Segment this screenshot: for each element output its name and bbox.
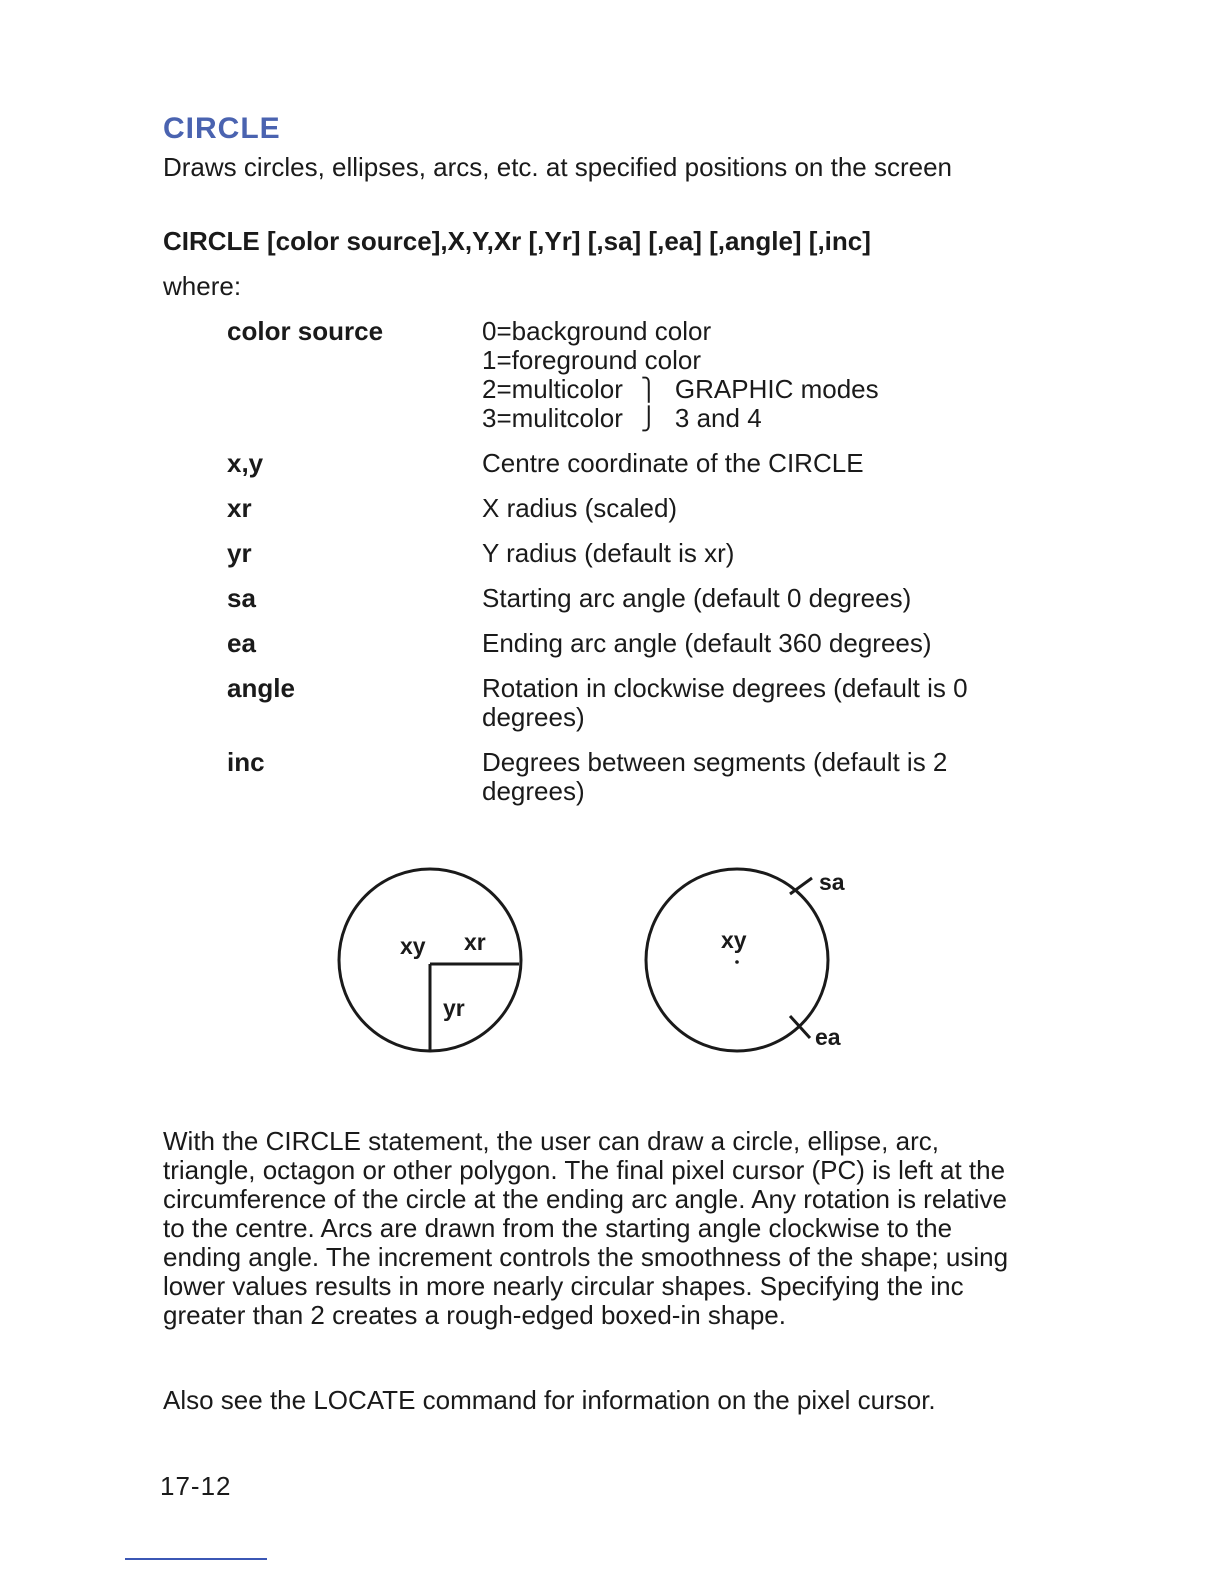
param-desc: X radius (scaled) [482, 493, 678, 523]
graphic-modes-note: 3 and 4 [674, 403, 762, 433]
param-desc [482, 317, 1012, 433]
param-name: x,y [227, 448, 264, 478]
circle-outline [646, 869, 828, 1051]
param-name: inc [227, 747, 265, 777]
graphic-modes-note: GRAPHIC modes [674, 374, 879, 404]
center-label: xy [400, 933, 426, 959]
param-name: ea [227, 628, 256, 658]
center-label: xy [721, 927, 747, 953]
color-option: 1=foreground color [482, 345, 701, 375]
param-desc: Rotation in clockwise degrees (default is 0 degrees) [482, 673, 968, 732]
center-dot [735, 960, 739, 964]
param-row-xy [227, 449, 1027, 478]
page-number: 17-12 [160, 1471, 232, 1501]
color-option: 0=background color [482, 316, 712, 346]
color-option: 3=mulitcolor [482, 403, 623, 433]
param-row-sa [227, 584, 1027, 613]
color-option-row [482, 404, 1012, 433]
param-desc: Ending arc angle (default 360 degrees) [482, 628, 932, 658]
param-desc: Degrees between segments (default is 2 degrees) [482, 747, 948, 806]
param-name: yr [227, 538, 252, 568]
brace-top-icon: ⎫ [640, 377, 658, 402]
description-paragraph: With the CIRCLE statement, the user can draw a circle, ellipse, arc, triangle, octagon or other polygon. The final pixel cursor (PC) is left at the circumference of the circle at the ending arc angle. Any rotation is relative to the centre. Arcs are drawn from the starting angle clockwise to the ending angle. The increment controls the smoothness of the shape; using lower values results in more nearly circular shapes. Specifying the inc greater than 2 creates a rough-edged boxed-in shape. [163, 1126, 1009, 1330]
param-row-xr [227, 494, 1027, 523]
param-name: xr [227, 493, 252, 523]
radius-diagram [339, 869, 521, 1051]
param-desc: Centre coordinate of the CIRCLE [482, 448, 864, 478]
param-row-yr [227, 539, 1027, 568]
param-desc: Starting arc angle (default 0 degrees) [482, 583, 912, 613]
param-name: color source [227, 316, 384, 346]
parameter-list [227, 317, 1027, 822]
command-syntax: CIRCLE [color source],X,Y,Xr [,Yr] [,sa] [,ea] [,angle] [,inc] [163, 226, 871, 256]
x-radius-label: xr [464, 929, 486, 955]
y-radius-label: yr [443, 995, 465, 1021]
circle-diagram [320, 858, 880, 1068]
arc-diagram [646, 869, 845, 1051]
color-option-row [482, 375, 1012, 404]
param-name: angle [227, 673, 295, 703]
page-title: CIRCLE [163, 112, 281, 145]
param-desc: Y radius (default is xr) [482, 538, 735, 568]
start-angle-label: sa [819, 869, 845, 895]
color-option: 2=multicolor [482, 374, 623, 404]
param-row-ea [227, 629, 1027, 658]
intro-text: Draws circles, ellipses, arcs, etc. at specified positions on the screen [163, 152, 953, 182]
brace-bottom-icon: ⎭ [640, 406, 658, 431]
param-name: sa [227, 583, 256, 613]
param-row-angle [227, 674, 1027, 732]
start-angle-tick [790, 878, 812, 894]
where-label: where: [163, 271, 242, 301]
param-row-inc [227, 748, 1027, 806]
see-also-paragraph: Also see the LOCATE command for information on the pixel cursor. [163, 1385, 936, 1415]
param-row-color-source [227, 317, 1027, 433]
end-angle-label: ea [815, 1024, 841, 1050]
footer-rule [125, 1558, 267, 1560]
